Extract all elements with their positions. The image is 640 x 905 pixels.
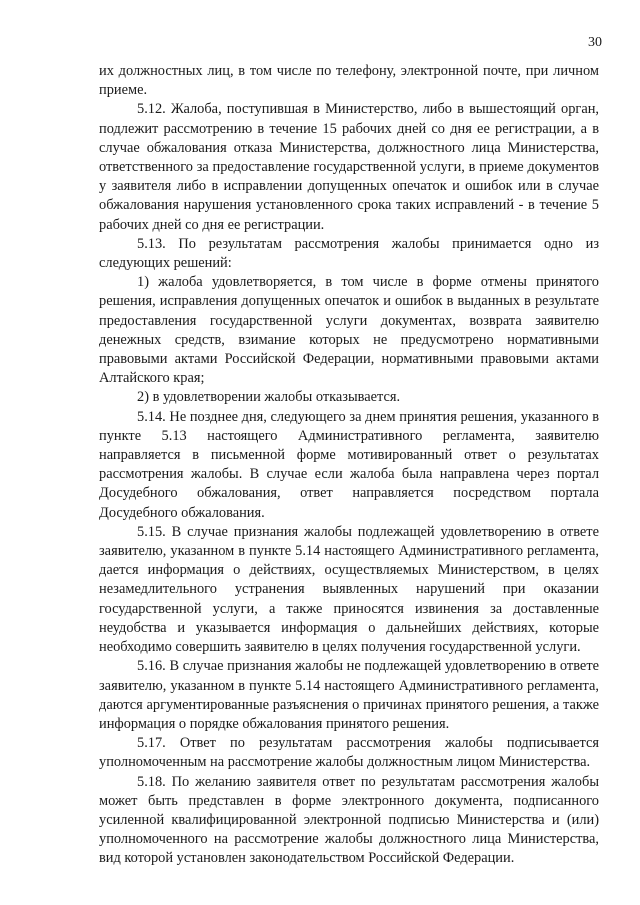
paragraph-5-15: 5.15. В случае признания жалобы подлежащей удовлетворению в ответе заявителю, указанном в пункте 5.14 настоящего Административного регламента, дается информация о действиях, осуществляемых Министерством, в целях незамедлительного устранения выявленных нарушений при оказании государственной услуги, а также приносятся извинения за доставленные неудобства и указывается информация о дальнейших действиях, которые необходимо совершить заявителю в целях получения государственной услуги. xyxy=(99,523,599,656)
list-item-decision-2: 2) в удовлетворении жалобы отказывается. xyxy=(137,389,401,406)
paragraph-5-13: 5.13. По результатам рассмотрения жалобы принимается одно из следующих решений: xyxy=(99,235,599,272)
paragraph-5-17: 5.17. Ответ по результатам рассмотрения жалобы подписывается уполномоченным на рассмотрение жалобы должностным лицом Министерства. xyxy=(99,735,599,771)
paragraph-5-16: 5.16. В случае признания жалобы не подлежащей удовлетворению в ответе заявителю, указанном в пункте 5.14 настоящего Административного регламента, даются аргументированные разъяснения о причинах принятого решения, а также информация о порядке обжалования принятого решения. xyxy=(99,658,599,732)
paragraph-5-12: 5.12. Жалоба, поступившая в Министерство, либо в вышестоящий орган, подлежит рассмотрению в течение 15 рабочих дней со дня ее регистрации, а в случае обжалования отказа Министерства, должностного лица Министерства, ответственного за предоставление государственной услуги, в приеме документов у заявителя либо в исправлении допущенных опечаток и ошибок или в случае обжалования нарушения установленного срока таких исправлений - в течение 5 рабочих дней со дня ее регистрации. xyxy=(99,101,599,233)
document-body xyxy=(99,62,599,869)
paragraph-continuation: их должностных лиц, в том числе по телефону, электронной почте, при личном приеме. xyxy=(99,63,599,99)
page-number: 30 xyxy=(588,35,602,50)
paragraph-5-18: 5.18. По желанию заявителя ответ по результатам рассмотрения жалобы может быть представлен в форме электронного документа, подписанного усиленной квалифицированной электронной подписью Министерства и (или) уполномоченного на рассмотрение жалобы должностного лица Министерства, вид которой установлен законодательством Российской Федерации. xyxy=(99,773,599,867)
paragraph-5-14: 5.14. Не позднее дня, следующего за днем принятия решения, указанного в пункте 5.13 настоящего Административного регламента, заявителю направляется в письменной форме мотивированный ответ о результатах рассмотрения жалобы. В случае если жалоба была направлена через портал Досудебного обжалования, ответ направляется посредством портала Досудебного обжалования. xyxy=(99,408,599,521)
list-item-decision-1: 1) жалоба удовлетворяется, в том числе в форме отмены принятого решения, исправления допущенных опечаток и ошибок в выданных в результате предоставления государственной услуги документах, возврата заявителю денежных средств, взимание которых не предусмотрено нормативными правовыми актами Российской Федерации, нормативными правовыми актами Алтайского края; xyxy=(99,274,599,387)
